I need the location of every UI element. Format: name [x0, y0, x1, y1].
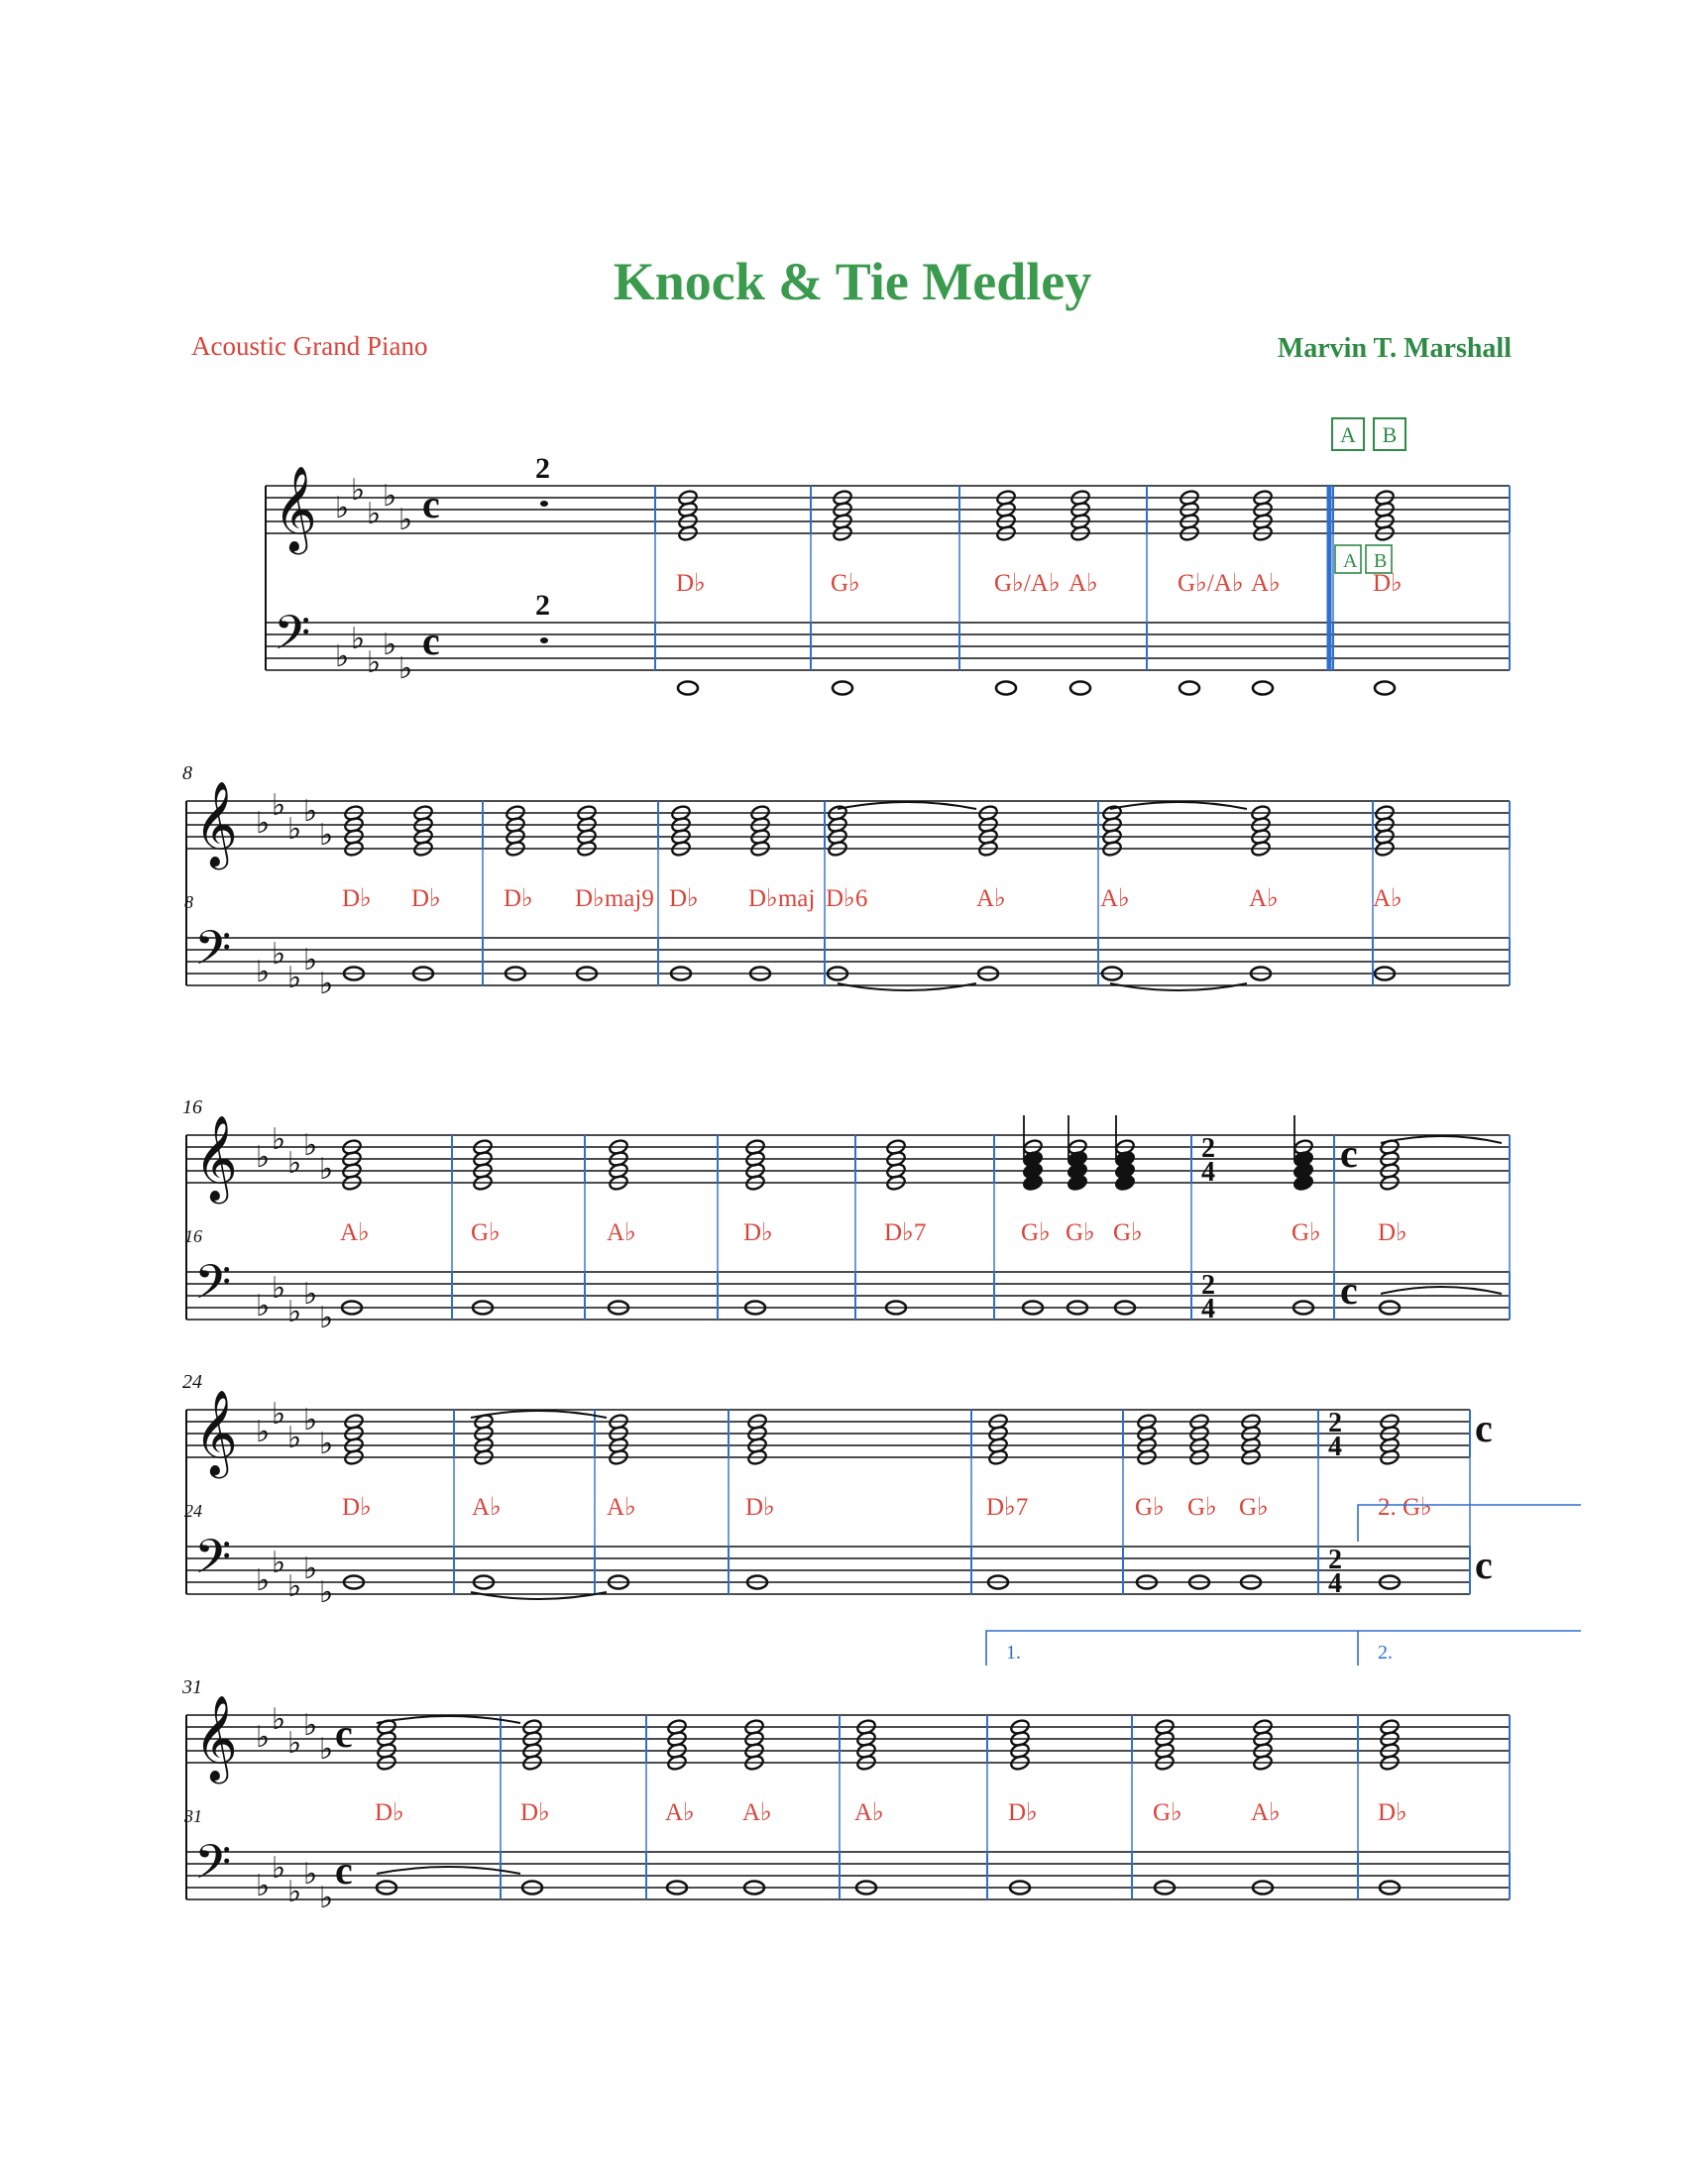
music-systems — [181, 452, 1581, 1914]
flat-accidental: ♭ — [367, 646, 382, 679]
flat-accidental: ♭ — [256, 1564, 271, 1597]
flat-accidental: ♭ — [367, 498, 382, 530]
chord-symbol: G♭ — [1292, 1219, 1321, 1246]
music-system — [182, 1096, 1510, 1334]
measure-number: 8 — [184, 892, 193, 912]
flat-accidental: ♭ — [272, 1272, 286, 1305]
flat-accidental: ♭ — [272, 1123, 286, 1156]
flat-accidental: ♭ — [303, 1404, 318, 1437]
time-signature: 2 — [1201, 1133, 1215, 1164]
common-time-icon: c — [422, 482, 440, 526]
flat-accidental: ♭ — [351, 623, 366, 655]
chord-symbol: A♭ — [1373, 885, 1403, 912]
flat-accidental: ♭ — [272, 1547, 286, 1579]
bass-note-head — [1253, 682, 1273, 695]
treble-clef-icon: 𝄞 — [194, 1118, 238, 1200]
chord-symbol: A♭ — [1251, 1799, 1281, 1826]
flat-accidental: ♭ — [287, 1570, 302, 1603]
flat-accidental: ♭ — [272, 1398, 286, 1431]
chord-symbol: D♭maj9 — [575, 885, 654, 912]
time-signature: 2 — [1201, 1270, 1215, 1301]
chord-symbol: A♭ — [340, 1219, 370, 1246]
flat-accidental: ♭ — [335, 640, 350, 673]
chord-symbol: D♭ — [1378, 1799, 1407, 1826]
flat-accidental: ♭ — [272, 789, 286, 822]
flat-accidental: ♭ — [272, 1852, 286, 1885]
chord-symbol: A♭ — [742, 1799, 772, 1826]
bass-note-head — [1375, 682, 1395, 695]
chord-symbol: G♭ — [1021, 1219, 1051, 1246]
bass-clef-icon: 𝄢 — [194, 1256, 232, 1321]
flat-accidental: ♭ — [319, 968, 334, 1000]
flat-accidental: ♭ — [319, 1302, 334, 1334]
measure-number: 8 — [182, 762, 192, 784]
rehearsal-mark-a: A — [1340, 422, 1356, 447]
multirest-number: 2 — [535, 589, 550, 622]
flat-accidental: ♭ — [303, 1858, 318, 1891]
bass-clef-icon: 𝄢 — [274, 607, 311, 671]
time-signature: 2 — [1328, 1408, 1342, 1438]
rest-mark — [540, 637, 548, 643]
music-system — [182, 1371, 1493, 1609]
chord-symbol: D♭ — [676, 570, 706, 597]
flat-accidental: ♭ — [256, 1290, 271, 1322]
chord-symbol: A♭ — [665, 1799, 695, 1826]
common-time-icon: c — [422, 619, 440, 663]
measure-number: 16 — [184, 1226, 202, 1246]
chord-symbol: D♭ — [1378, 1219, 1407, 1246]
tie-arc — [838, 802, 976, 809]
flat-accidental: ♭ — [398, 504, 413, 536]
flat-accidental: ♭ — [335, 492, 350, 524]
measure-number: 31 — [184, 1806, 202, 1826]
chord-symbol: G♭ — [1066, 1219, 1095, 1246]
tie-arc — [377, 1716, 520, 1723]
chord-symbol: D♭ — [520, 1799, 550, 1826]
flat-accidental: ♭ — [256, 807, 271, 840]
flat-accidental: ♭ — [319, 1153, 334, 1186]
treble-clef-icon: 𝄞 — [194, 784, 238, 865]
flat-accidental: ♭ — [319, 819, 334, 852]
volta-label: 1. — [1006, 1642, 1021, 1664]
chord-symbol: D♭ — [743, 1219, 773, 1246]
chord-symbol: A♭ — [854, 1799, 884, 1826]
chord-symbol: A♭ — [1251, 570, 1281, 597]
bass-clef-icon: 𝄢 — [194, 1531, 232, 1595]
time-signature: 4 — [1201, 1294, 1215, 1324]
chord-symbol: G♭ — [1187, 1494, 1217, 1521]
chord-symbol: G♭/A♭ — [994, 570, 1061, 597]
music-system — [181, 1676, 1510, 1914]
flat-accidental: ♭ — [303, 1552, 318, 1585]
bass-note-head — [1180, 682, 1199, 695]
chord-symbol: D♭ — [1008, 1799, 1038, 1826]
tie-arc — [377, 1867, 520, 1874]
rehearsal-mark-b: B — [1374, 550, 1388, 572]
flat-accidental: ♭ — [256, 956, 271, 988]
flat-accidental: ♭ — [287, 962, 302, 994]
page-title: Knock & Tie Medley — [613, 252, 1092, 311]
multirest-number: 2 — [535, 452, 550, 485]
common-time-icon: c — [1475, 1543, 1493, 1587]
chord-symbol: D♭ — [745, 1494, 775, 1521]
flat-accidental: ♭ — [398, 652, 413, 685]
chord-symbol: 2. G♭ — [1378, 1494, 1432, 1521]
chord-symbol: D♭ — [342, 885, 372, 912]
measure-number: 24 — [184, 1501, 202, 1521]
chord-symbol: A♭ — [976, 885, 1006, 912]
common-time-icon: c — [335, 1711, 353, 1756]
bass-clef-icon: 𝄢 — [194, 1836, 232, 1900]
measure-number: 24 — [182, 1371, 202, 1393]
measure-number: 31 — [182, 1676, 202, 1698]
common-time-icon: c — [1340, 1131, 1358, 1176]
treble-clef-icon: 𝄞 — [274, 469, 317, 550]
flat-accidental: ♭ — [319, 1882, 334, 1914]
common-time-icon: c — [1475, 1406, 1493, 1450]
time-signature: 4 — [1328, 1432, 1342, 1462]
rehearsal-marks — [1332, 418, 1405, 450]
chord-symbol: A♭ — [1249, 885, 1279, 912]
music-system — [266, 452, 1510, 695]
volta-label: 2. — [1378, 1642, 1393, 1664]
chord-symbol: D♭maj — [748, 885, 816, 912]
chord-symbol: G♭ — [1153, 1799, 1182, 1826]
flat-accidental: ♭ — [256, 1416, 271, 1448]
bass-note-head — [678, 682, 698, 695]
chord-symbol: D♭6 — [826, 885, 868, 912]
flat-accidental: ♭ — [303, 795, 318, 828]
flat-accidental: ♭ — [303, 944, 318, 977]
bass-note-head — [833, 682, 852, 695]
flat-accidental: ♭ — [256, 1141, 271, 1174]
time-signature: 2 — [1328, 1545, 1342, 1575]
flat-accidental: ♭ — [256, 1721, 271, 1754]
tie-arc — [1381, 1287, 1502, 1294]
chord-symbol: D♭ — [342, 1494, 372, 1521]
flat-accidental: ♭ — [383, 480, 397, 513]
instrument-label: Acoustic Grand Piano — [191, 331, 428, 361]
common-time-icon: c — [335, 1848, 353, 1893]
flat-accidental: ♭ — [319, 1733, 334, 1766]
chord-symbol: G♭ — [1239, 1494, 1269, 1521]
measure-number: 16 — [182, 1096, 202, 1118]
treble-clef-icon: 𝄞 — [194, 1393, 238, 1474]
tie-arc — [1381, 1136, 1502, 1143]
time-signature: 4 — [1201, 1157, 1215, 1188]
bass-note-head — [1070, 682, 1090, 695]
chord-symbol: D♭7 — [986, 1494, 1029, 1521]
time-signature: 4 — [1328, 1568, 1342, 1599]
flat-accidental: ♭ — [287, 1147, 302, 1180]
chord-symbol: A♭ — [472, 1494, 502, 1521]
chord-symbol: G♭ — [1113, 1219, 1143, 1246]
music-system — [182, 762, 1510, 1000]
flat-accidental: ♭ — [319, 1428, 334, 1460]
tie-arc — [1110, 802, 1247, 809]
chord-symbol: A♭ — [1068, 570, 1098, 597]
chord-symbol: A♭ — [607, 1219, 636, 1246]
chord-symbol: D♭ — [669, 885, 699, 912]
bass-note-head — [996, 682, 1016, 695]
flat-accidental: ♭ — [256, 1870, 271, 1902]
flat-accidental: ♭ — [287, 1296, 302, 1328]
flat-accidental: ♭ — [319, 1576, 334, 1609]
volta-bracket — [986, 1631, 1581, 1666]
chord-symbol: G♭ — [471, 1219, 501, 1246]
common-time-icon: c — [1340, 1268, 1358, 1313]
flat-accidental: ♭ — [287, 1727, 302, 1760]
chord-symbol: D♭ — [504, 885, 533, 912]
flat-accidental: ♭ — [287, 813, 302, 846]
chord-symbol: G♭ — [1135, 1494, 1165, 1521]
flat-accidental: ♭ — [383, 629, 397, 661]
chord-symbol: D♭ — [375, 1799, 404, 1826]
chord-symbol: G♭ — [831, 570, 860, 597]
chord-symbol: G♭/A♭ — [1178, 570, 1244, 597]
flat-accidental: ♭ — [272, 1703, 286, 1736]
tie-arc — [471, 1592, 607, 1599]
tie-arc — [838, 983, 976, 990]
flat-accidental: ♭ — [272, 938, 286, 971]
chord-symbol: D♭ — [1373, 570, 1403, 597]
chord-symbol: D♭7 — [884, 1219, 927, 1246]
flat-accidental: ♭ — [287, 1876, 302, 1908]
chord-symbol: A♭ — [607, 1494, 636, 1521]
rehearsal-mark-a: A — [1343, 550, 1358, 572]
treble-clef-icon: 𝄞 — [194, 1698, 238, 1780]
rehearsal-mark-b: B — [1382, 422, 1398, 447]
flat-accidental: ♭ — [303, 1129, 318, 1162]
rest-mark — [540, 501, 548, 507]
chord-symbol: A♭ — [1100, 885, 1130, 912]
bass-clef-icon: 𝄢 — [194, 922, 232, 986]
flat-accidental: ♭ — [303, 1278, 318, 1311]
chord-symbol: D♭ — [411, 885, 441, 912]
flat-accidental: ♭ — [287, 1422, 302, 1454]
flat-accidental: ♭ — [351, 474, 366, 507]
flat-accidental: ♭ — [303, 1709, 318, 1742]
tie-arc — [1110, 983, 1247, 990]
composer-label: Marvin T. Marshall — [1277, 333, 1512, 364]
